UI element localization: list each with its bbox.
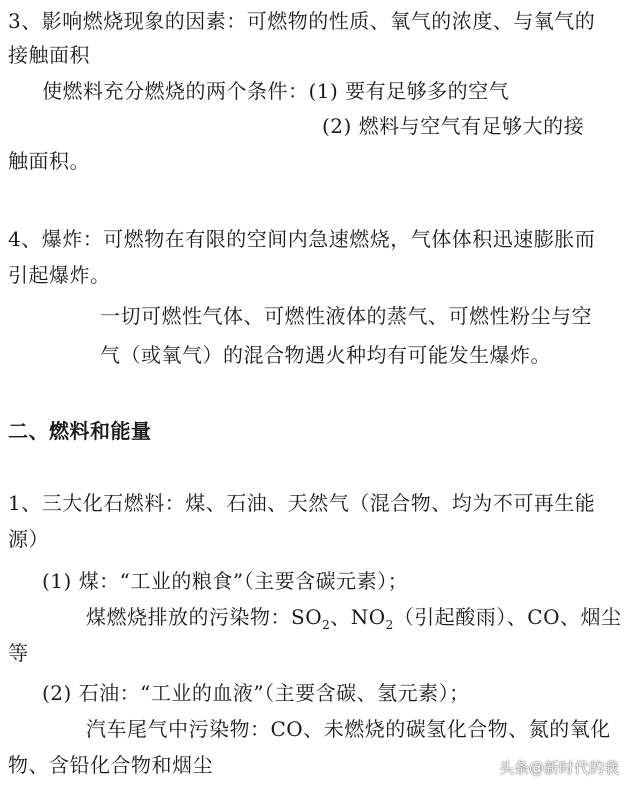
subscript: 2 [322,618,331,632]
text-line: 气（或氧气）的混合物遇火种均有可能发生爆炸。 [100,343,551,367]
text-line: (2) 燃料与空气有足够大的接 [322,114,585,138]
source-watermark: 头条@新时代的我 [498,759,619,777]
text-line: 3、影响燃烧现象的因素：可燃物的性质、氧气的浓度、与氧气的 [8,9,596,33]
text-line: 4、爆炸：可燃物在有限的空间内急速燃烧，气体体积迅速膨胀而 [8,227,596,251]
text-line: 引起爆炸。 [8,263,111,287]
text-line: 汽车尾气中污染物：CO、未燃烧的碳氢化合物、氮的氧化 [86,717,611,741]
text-line: 使燃料充分燃烧的两个条件：(1) 要有足够多的空气 [42,79,510,103]
text-segment: 、NO [330,605,386,629]
text-line: 源） [8,527,49,551]
text-line: (1) 煤：“工业的粮食”（主要含碳元素）； [42,569,409,593]
text-line-with-subscripts [86,604,622,638]
text-line: 等 [8,641,29,665]
text-line: (2) 石油：“工业的血液”（主要含碳、氢元素）； [42,681,470,705]
text-segment: 煤燃烧排放的污染物：SO [86,605,323,629]
text-line: 触面积。 [8,149,90,173]
text-line: 一切可燃性气体、可燃性液体的蒸气、可燃性粉尘与空 [100,304,592,328]
text-line: 1、三大化石燃料：煤、石油、天然气（混合物、均为不可再生能 [8,491,596,515]
section-heading: 二、燃料和能量 [8,419,152,443]
text-line: 物、含铅化合物和烟尘 [8,753,213,777]
text-line: 接触面积 [8,43,90,67]
subscript: 2 [385,618,394,632]
text-segment: （引起酸雨）、CO、烟尘 [393,605,622,629]
